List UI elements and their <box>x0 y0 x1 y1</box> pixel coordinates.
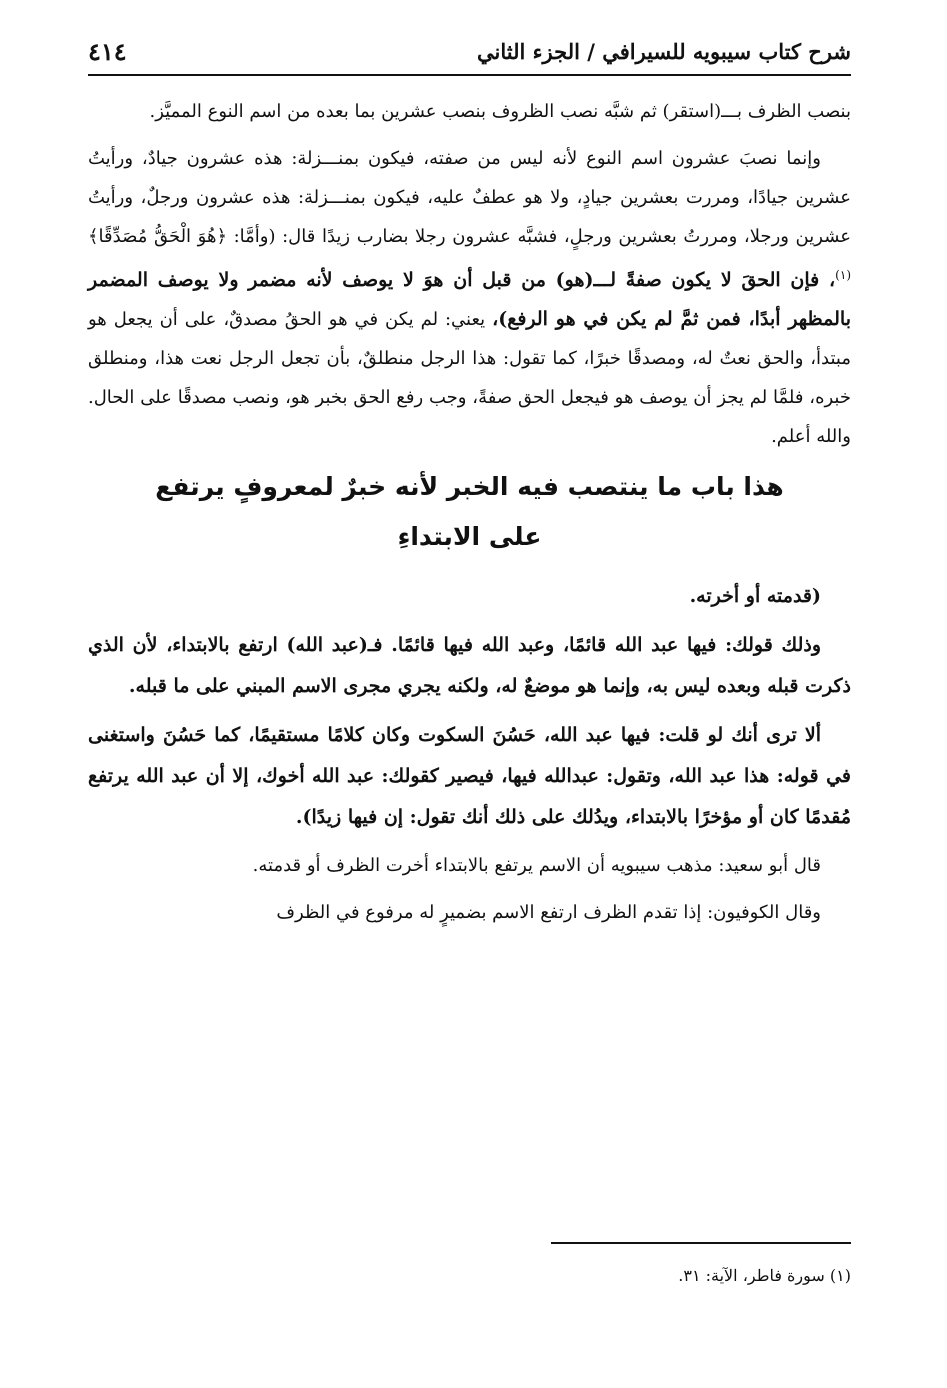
chapter-heading-line-2: على الابتداءِ <box>397 522 542 551</box>
paragraph-2-part-c: يعني: لم يكن في هو الحقُ مصدقٌ، على أن يجعل هو مبتدأ، والحق نعتٌ له، ومصدقًا خبرًا، كما تقول: هذا الرجل منطلقٌ، بأن تجعل الرجل نعت هذا، ومنطلق خبره، فلمَّا لم يجز أن يوصف هو فيجعل الحق صفةً، وجب رفع الحق بخبر هو، ونصب مصدقًا على الحال. والله أعلم. <box>88 309 851 447</box>
paragraph-2-quote: ، فإن الحقَ لا يكون صفةً لـــ(هو) من قبل أن هوَ لا يوصف لأنه مضمر ولا يوصف المضمر بالمظهر أبدًا، فمن ثمَّ لم يكن في هو الرفع)، <box>88 269 851 330</box>
paragraph-1: بنصب الظرف بـــ(استقر) ثم شبَّه نصب الظروف بنصب عشرين بما بعده من اسم النوع المميَّز. <box>149 101 851 122</box>
book-title: شرح كتاب سيبويه للسيرافي / الجزء الثاني <box>477 38 851 64</box>
bold-paragraph-3: ألا ترى أنك لو قلت: فيها عبد الله، حَسُنَ السكوت وكان كلامًا مستقيمًا، كما حَسُنَ واستغنى في قوله: هذا عبد الله، وتقول: عبدالله فيها، فيصير كقولك: عبد الله أخوك، إلا أن عبد الله يرتفع مُقدمًا كان أو مؤخرًا بالابتداء، ويدُلك على ذلك أنك تقول: إن فيها زيدًا). <box>88 724 851 828</box>
closing-paragraph-1: قال أبو سعيد: مذهب سيبويه أن الاسم يرتفع بالابتداء أخرت الظرف أو قدمته. <box>252 855 821 876</box>
bold-paragraph-2: وذلك قولك: فيها عبد الله قائمًا، وعبد الله فيها قائمًا. فـ(عبد الله) ارتفع بالابتداء، لأن الذي ذكرت قبله وبعده ليس به، وإنما هو موضعٌ له، ولكنه يجري مجرى الاسم المبني على ما قبله. <box>88 634 851 697</box>
page-header <box>88 28 851 76</box>
page-number: ٤١٤ <box>88 36 127 66</box>
paragraph-2 <box>88 139 851 456</box>
page-body <box>88 92 851 940</box>
bold-paragraph-1: (قدمته أو أخرته. <box>689 585 821 607</box>
footnote: (١) سورة فاطر، الآية: ٣١. <box>678 1266 851 1285</box>
chapter-heading <box>88 462 851 562</box>
footnote-divider <box>551 1242 851 1244</box>
paragraph-2-part-a: وإنما نصبَ عشرون اسم النوع لأنه ليس من صفته، فيكون بمنـــزلة: هذه عشرون جيادٌ، ورأيتُ عشرين جيادًا، ومررت بعشرين جيادٍ، ولا هو عطفٌ عليه، فيكون بمنـــزلة: هذه عشرون ورجلٌ، ورأيتُ عشرين ورجلا، ومررتُ بعشرين ورجلٍ، فشبَّه عشرون رجلا بضارب زيدًا قال: (وأمَّا: ﴿هُوَ الْحَقُّ مُصَدِّقًا﴾ <box>88 148 851 247</box>
footnote-ref: (١) <box>835 268 851 282</box>
chapter-heading-line-1: هذا باب ما ينتصب فيه الخبر لأنه خبرٌ لمعروفٍ يرتفع <box>155 472 784 501</box>
closing-paragraph-2: وقال الكوفيون: إذا تقدم الظرف ارتفع الاسم بضميرٍ له مرفوع في الظرف <box>276 902 821 923</box>
